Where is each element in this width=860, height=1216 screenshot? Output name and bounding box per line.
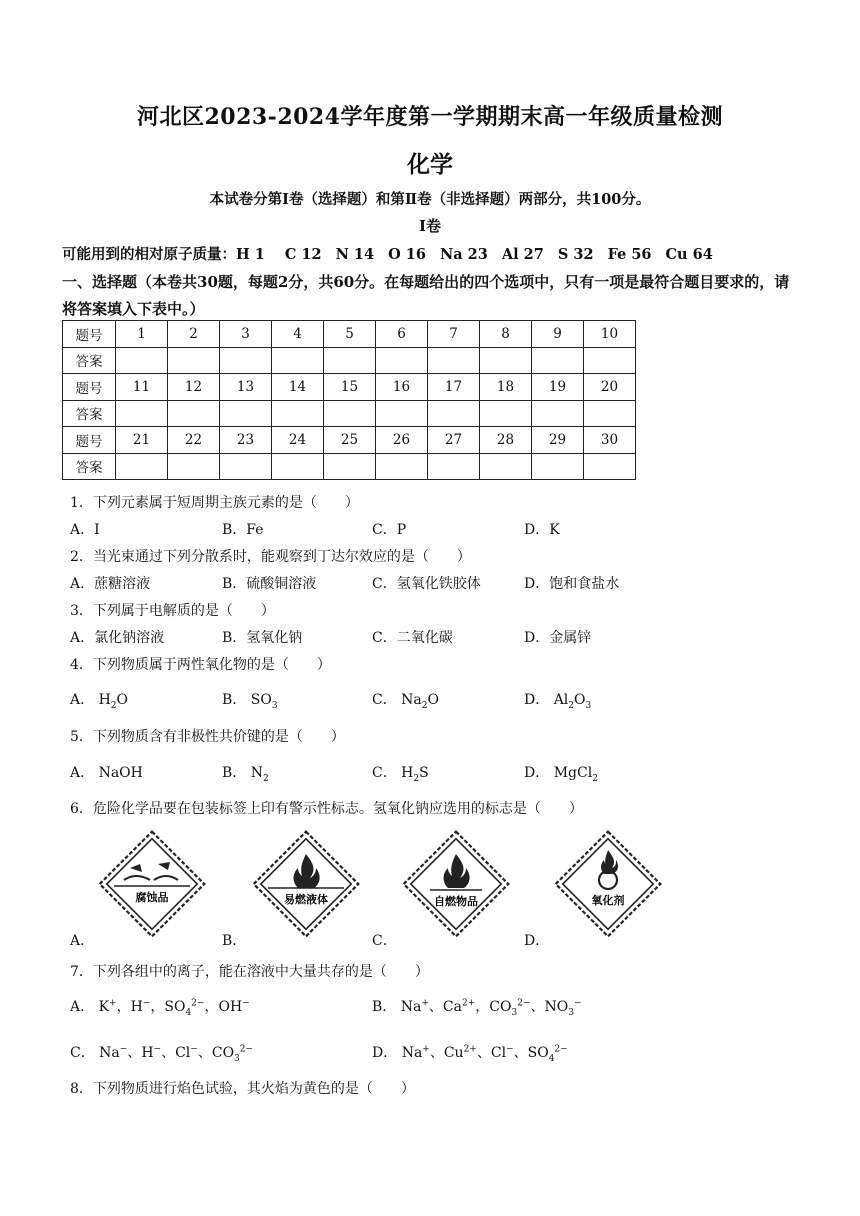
option-c: C． <box>372 933 397 949</box>
question-number: 29 <box>532 427 584 454</box>
option-d: D．K <box>524 522 560 538</box>
answer-cell[interactable] <box>376 400 428 427</box>
oxidizer-sign-icon <box>552 828 664 940</box>
spontaneous-combustion-sign-icon <box>400 828 512 940</box>
question-number: 15 <box>324 374 376 401</box>
question-stem: 8．下列物质进行焰色试验，其火焰为黄色的是（ ） <box>70 1081 415 1097</box>
atomic-mass-item: Al 27 <box>501 246 544 263</box>
answer-cell[interactable] <box>584 347 636 374</box>
answer-cell[interactable] <box>480 453 532 480</box>
question-number: 30 <box>584 427 636 454</box>
answer-cell[interactable] <box>220 453 272 480</box>
answer-cell[interactable] <box>532 453 584 480</box>
table-row <box>63 453 636 480</box>
question-number: 16 <box>376 374 428 401</box>
question-number: 7 <box>428 321 480 348</box>
answer-cell[interactable] <box>376 347 428 374</box>
question-number-label: 题号 <box>63 321 116 348</box>
answer-cell[interactable] <box>324 400 376 427</box>
answer-cell[interactable] <box>168 453 220 480</box>
section-heading: 一、选择题（本卷共30题，每题2分，共60分。在每题给出的四个选项中，只有一项是最符合题目要求的，请将答案填入下表中。） <box>62 273 790 318</box>
question-number: 27 <box>428 427 480 454</box>
option-b: B． $N_2$ <box>222 765 269 784</box>
answer-cell[interactable] <box>480 347 532 374</box>
option-c: C． Na−、H−、Cl−、$CO_3^{2-}$ <box>70 1044 254 1064</box>
answer-cell[interactable] <box>272 453 324 480</box>
subject-title: 化学 <box>407 151 453 178</box>
answer-cell[interactable] <box>428 347 480 374</box>
question-number: 17 <box>428 374 480 401</box>
option-b: B． Na+、$Ca^{2+}$，$CO_3^{2-}$、$NO_3^-$ <box>372 998 582 1018</box>
question-number: 8 <box>480 321 532 348</box>
option-a: A． NaOH <box>70 765 143 781</box>
question-stem: 2．当光束通过下列分散系时，能观察到丁达尔效应的是（ ） <box>70 549 471 565</box>
answer-cell[interactable] <box>220 347 272 374</box>
option-d: D．金属锌 <box>524 630 592 646</box>
atomic-mass-item: N 14 <box>335 246 375 263</box>
atomic-mass-item: Na 23 <box>439 246 488 263</box>
question-number: 14 <box>272 374 324 401</box>
option-a: A． <box>70 933 95 949</box>
question-number: 20 <box>584 374 636 401</box>
option-a: A．I <box>70 522 100 538</box>
flammable-liquid-sign-icon <box>250 828 362 940</box>
answer-label: 答案 <box>63 400 116 427</box>
option-d: D． MgCl$_2$ <box>524 765 598 784</box>
option-b: B．Fe <box>222 522 264 538</box>
question-number: 2 <box>168 321 220 348</box>
atomic-mass-item: Cu 64 <box>665 246 713 263</box>
option-a: A．蔗糖溶液 <box>70 576 151 592</box>
question-number: 11 <box>116 374 168 401</box>
option-d: D． <box>524 933 550 949</box>
question-number-label: 题号 <box>63 374 116 401</box>
question-number: 13 <box>220 374 272 401</box>
atomic-mass-item: O 16 <box>388 246 426 263</box>
answer-cell[interactable] <box>168 400 220 427</box>
question-number: 23 <box>220 427 272 454</box>
option-c: C． $Na_2O$ <box>372 692 439 711</box>
answer-cell[interactable] <box>168 347 220 374</box>
sign-label: 腐蚀品 <box>135 891 169 904</box>
question-number: 10 <box>584 321 636 348</box>
table-row <box>63 321 636 348</box>
answer-cell[interactable] <box>116 347 168 374</box>
question-number: 26 <box>376 427 428 454</box>
answer-cell[interactable] <box>532 400 584 427</box>
atomic-masses-label: 可能用到的相对原子质量： <box>62 246 236 263</box>
exam-intro: 本试卷分第Ⅰ卷（选择题）和第Ⅱ卷（非选择题）两部分，共100分。 <box>209 191 651 208</box>
option-b: B． $SO_3$ <box>222 692 278 711</box>
question-number: 21 <box>116 427 168 454</box>
question-stem: 1．下列元素属于短周期主族元素的是（ ） <box>70 495 359 511</box>
question-number: 25 <box>324 427 376 454</box>
answer-cell[interactable] <box>532 347 584 374</box>
option-d: D．饱和食盐水 <box>524 576 620 592</box>
sign-label: 氧化剂 <box>591 894 625 907</box>
answer-label: 答案 <box>63 347 116 374</box>
answer-cell[interactable] <box>324 453 376 480</box>
option-a: A． $H_2O$ <box>70 692 129 711</box>
answer-cell[interactable] <box>376 453 428 480</box>
atomic-mass-item: Fe 56 <box>607 246 652 263</box>
question-stem: 3．下列属于电解质的是（ ） <box>70 603 275 619</box>
atomic-mass-item: C 12 <box>284 246 322 263</box>
question-stem: 7．下列各组中的离子，能在溶液中大量共存的是（ ） <box>70 964 429 980</box>
answer-label: 答案 <box>63 453 116 480</box>
corrosive-sign-icon <box>96 828 208 940</box>
exam-title: 河北区2023-2024学年度第一学期期末高一年级质量检测 <box>136 104 724 130</box>
table-row <box>63 347 636 374</box>
option-c: C．P <box>372 522 407 538</box>
answer-cell[interactable] <box>428 400 480 427</box>
question-number: 4 <box>272 321 324 348</box>
table-row <box>63 400 636 427</box>
question-stem: 5．下列物质含有非极性共价键的是（ ） <box>70 729 345 745</box>
question-number: 1 <box>116 321 168 348</box>
answer-cell[interactable] <box>116 400 168 427</box>
volume-label: Ⅰ卷 <box>418 217 442 235</box>
question-number: 6 <box>376 321 428 348</box>
sign-label: 自燃物品 <box>434 895 478 908</box>
question-number: 22 <box>168 427 220 454</box>
question-number: 28 <box>480 427 532 454</box>
option-c: C． $H_2S$ <box>372 765 429 784</box>
answer-cell[interactable] <box>272 400 324 427</box>
answer-cell[interactable] <box>584 400 636 427</box>
question-number: 18 <box>480 374 532 401</box>
option-a: A． K+，H−，$SO_4^{2-}$，OH− <box>70 998 250 1018</box>
option-b: B．氢氧化钠 <box>222 630 303 646</box>
question-number: 3 <box>220 321 272 348</box>
answer-cell[interactable] <box>428 453 480 480</box>
option-b: B．硫酸铜溶液 <box>222 576 317 592</box>
question-number: 9 <box>532 321 584 348</box>
option-b: B． <box>222 933 247 949</box>
sign-label: 易燃液体 <box>284 893 328 906</box>
answer-cell[interactable] <box>584 453 636 480</box>
answer-cell[interactable] <box>480 400 532 427</box>
option-c: C．氢氧化铁胶体 <box>372 576 481 592</box>
question-number: 24 <box>272 427 324 454</box>
question-number: 5 <box>324 321 376 348</box>
table-row <box>63 374 636 401</box>
atomic-mass-item: S 32 <box>557 246 594 263</box>
answer-cell[interactable] <box>220 400 272 427</box>
question-number: 19 <box>532 374 584 401</box>
answer-cell[interactable] <box>272 347 324 374</box>
option-d: D． $Al_2O_3$ <box>524 692 592 711</box>
answer-table <box>62 320 636 480</box>
option-d: D． Na+、$Cu^{2+}$、Cl−、$SO_4^{2-}$ <box>372 1044 568 1064</box>
atomic-masses <box>62 243 713 264</box>
option-a: A．氯化钠溶液 <box>70 630 165 646</box>
question-number-label: 题号 <box>63 427 116 454</box>
question-number: 12 <box>168 374 220 401</box>
answer-cell[interactable] <box>116 453 168 480</box>
question-stem: 4．下列物质属于两性氧化物的是（ ） <box>70 657 331 673</box>
table-row <box>63 427 636 454</box>
option-c: C．二氧化碳 <box>372 630 453 646</box>
atomic-mass-item: H 1 <box>236 246 265 263</box>
answer-cell[interactable] <box>324 347 376 374</box>
question-stem: 6．危险化学品要在包装标签上印有警示性标志。氢氧化钠应选用的标志是（ ） <box>70 801 583 817</box>
